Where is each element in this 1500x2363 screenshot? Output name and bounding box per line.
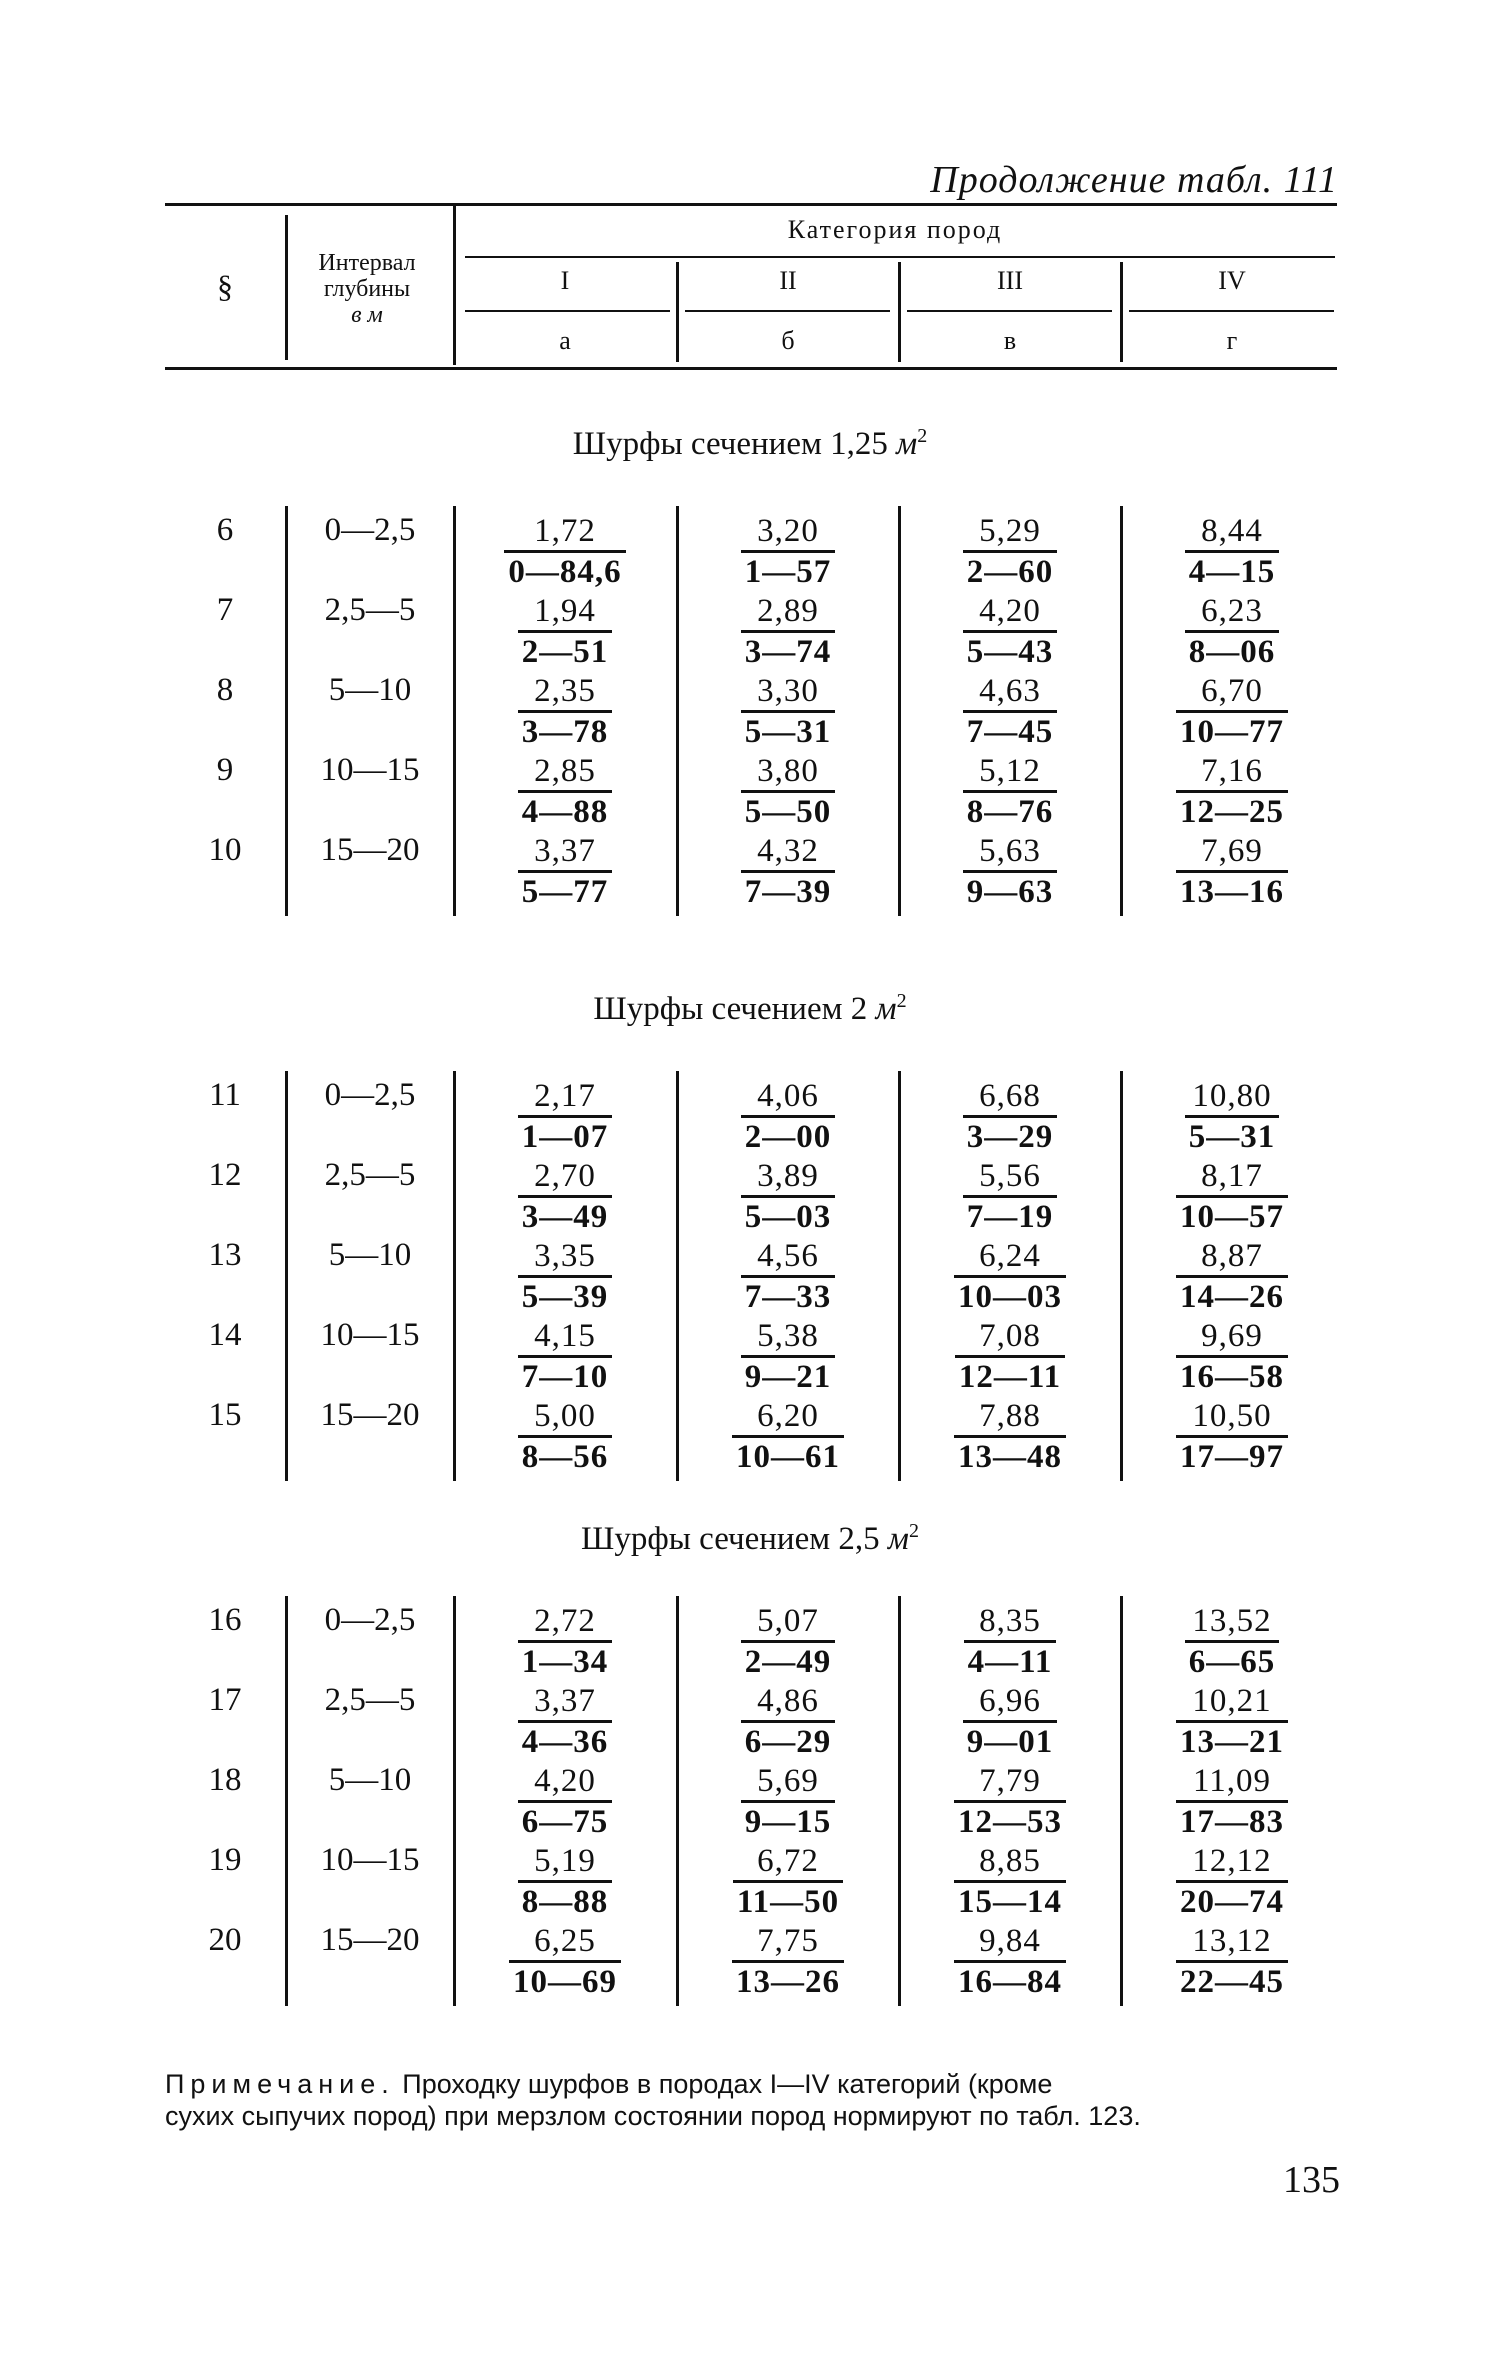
value-cell [1122, 592, 1342, 671]
value-denominator: 16—58 [1176, 1355, 1288, 1396]
value-denominator: 3—49 [518, 1195, 613, 1236]
section-title [0, 1520, 1500, 1558]
row-number: 18 [208, 1762, 242, 1798]
value-denominator: 3—74 [741, 630, 836, 671]
value-denominator: 7—10 [518, 1355, 613, 1396]
value-numerator: 4,20 [534, 1763, 596, 1799]
value-cell [678, 832, 898, 911]
value-denominator: 5—39 [518, 1275, 613, 1316]
value-cell [455, 752, 675, 831]
section-title-text: Шурфы сечением 2 [593, 991, 868, 1027]
value-denominator: 6—75 [518, 1800, 613, 1841]
value-numerator: 6,20 [757, 1398, 819, 1434]
value-numerator: 12,12 [1192, 1843, 1272, 1879]
value-cell [900, 1922, 1120, 2001]
value-numerator: 7,16 [1201, 753, 1263, 789]
section-title-text: Шурфы сечением 2,5 [581, 1521, 880, 1557]
value-numerator: 10,80 [1192, 1078, 1272, 1114]
value-numerator: 4,15 [534, 1318, 596, 1354]
value-denominator: 13—26 [732, 1960, 844, 2001]
value-cell [455, 512, 675, 591]
value-cell [900, 1682, 1120, 1761]
value-cell [900, 1762, 1120, 1841]
value-cell [455, 1922, 675, 2001]
letter-b: б [781, 326, 795, 355]
depth-interval: 15—20 [320, 1397, 420, 1433]
value-denominator: 12—25 [1176, 790, 1288, 831]
value-denominator: 10—61 [732, 1435, 844, 1476]
value-denominator: 16—84 [954, 1960, 1066, 2001]
value-cell [1122, 1922, 1342, 2001]
value-cell [455, 832, 675, 911]
value-denominator: 10—69 [509, 1960, 621, 2001]
value-cell [455, 1237, 675, 1316]
value-numerator: 5,63 [979, 833, 1041, 869]
row-number: 11 [209, 1077, 241, 1113]
value-cell [1122, 512, 1342, 591]
value-numerator: 11,09 [1192, 1763, 1272, 1799]
value-cell [678, 1682, 898, 1761]
value-denominator: 4—36 [518, 1720, 613, 1761]
value-denominator: 12—11 [955, 1355, 1065, 1396]
value-denominator: 20—74 [1176, 1880, 1288, 1921]
value-cell [1122, 1842, 1342, 1921]
value-denominator: 2—00 [741, 1115, 836, 1156]
category-II: II [779, 266, 797, 295]
row-number: 14 [208, 1317, 242, 1353]
value-cell [900, 1602, 1120, 1681]
note-line-2: сухих сыпучих пород) при мерзлом состоянии пород нормируют по табл. 123. [165, 2101, 1141, 2131]
value-numerator: 13,12 [1192, 1923, 1272, 1959]
value-cell [900, 1397, 1120, 1476]
value-cell [1122, 1602, 1342, 1681]
value-denominator: 7—19 [963, 1195, 1058, 1236]
value-numerator: 4,86 [757, 1683, 819, 1719]
value-cell [1122, 1397, 1342, 1476]
value-numerator: 6,25 [534, 1923, 596, 1959]
value-cell [678, 1397, 898, 1476]
continuation-title: Продолжение табл. 111 [930, 159, 1338, 201]
value-numerator: 5,19 [534, 1843, 596, 1879]
value-denominator: 5—43 [963, 630, 1058, 671]
value-denominator: 10—57 [1176, 1195, 1288, 1236]
value-cell [678, 672, 898, 751]
value-denominator: 8—56 [518, 1435, 613, 1476]
value-cell [455, 1077, 675, 1156]
row-number: 10 [208, 832, 242, 868]
value-numerator: 5,07 [757, 1603, 819, 1639]
note-label: Примечание. [165, 2069, 395, 2099]
header-divider-1 [285, 215, 288, 360]
value-denominator: 9—21 [741, 1355, 836, 1396]
value-denominator: 7—33 [741, 1275, 836, 1316]
page-number: 135 [1283, 2159, 1340, 2201]
value-denominator: 8—06 [1185, 630, 1280, 671]
column-divider [285, 1071, 288, 1481]
row-number: 6 [216, 512, 234, 548]
value-denominator: 4—11 [964, 1640, 1057, 1681]
value-cell [455, 672, 675, 751]
value-denominator: 12—53 [954, 1800, 1066, 1841]
value-cell [1122, 832, 1342, 911]
value-denominator: 5—03 [741, 1195, 836, 1236]
value-denominator: 5—31 [741, 710, 836, 751]
category-IV: IV [1218, 266, 1246, 295]
value-numerator: 4,20 [979, 593, 1041, 629]
value-numerator: 2,89 [757, 593, 819, 629]
value-numerator: 10,21 [1192, 1683, 1272, 1719]
value-numerator: 3,20 [757, 513, 819, 549]
row-number: 12 [208, 1157, 242, 1193]
value-numerator: 7,88 [979, 1398, 1041, 1434]
value-denominator: 13—16 [1176, 870, 1288, 911]
row-number: 16 [208, 1602, 242, 1638]
letter-rule-4 [1129, 310, 1334, 312]
category-header-rule [465, 256, 1335, 258]
value-denominator: 4—15 [1185, 550, 1280, 591]
value-cell [678, 752, 898, 831]
value-denominator: 0—84,6 [504, 550, 625, 591]
value-numerator: 7,69 [1201, 833, 1263, 869]
value-cell [455, 1762, 675, 1841]
value-denominator: 8—88 [518, 1880, 613, 1921]
interval-header-line-3: в м [351, 302, 383, 328]
letter-v: в [1003, 326, 1017, 355]
value-denominator: 11—50 [733, 1880, 843, 1921]
section-unit: м [896, 426, 918, 462]
note [165, 2068, 1337, 2132]
value-cell [900, 1317, 1120, 1396]
section-unit-sup: 2 [908, 1520, 919, 1542]
row-number: 15 [208, 1397, 242, 1433]
value-numerator: 9,69 [1201, 1318, 1263, 1354]
value-numerator: 1,94 [534, 593, 596, 629]
value-numerator: 2,72 [534, 1603, 596, 1639]
value-numerator: 2,70 [534, 1158, 596, 1194]
value-numerator: 5,00 [534, 1398, 596, 1434]
value-numerator: 3,30 [757, 673, 819, 709]
letter-rule-1 [465, 310, 670, 312]
value-denominator: 9—15 [741, 1800, 836, 1841]
value-cell [900, 1237, 1120, 1316]
value-numerator: 8,85 [979, 1843, 1041, 1879]
letter-g: г [1226, 326, 1238, 355]
value-cell [678, 1237, 898, 1316]
value-denominator: 15—14 [954, 1880, 1066, 1921]
category-III: III [997, 266, 1023, 295]
value-cell [455, 1842, 675, 1921]
depth-interval: 0—2,5 [324, 1602, 416, 1638]
value-cell [455, 1157, 675, 1236]
value-cell [1122, 1762, 1342, 1841]
value-denominator: 3—29 [963, 1115, 1058, 1156]
value-cell [900, 512, 1120, 591]
value-cell [1122, 1077, 1342, 1156]
value-cell [1122, 752, 1342, 831]
row-number: 17 [208, 1682, 242, 1718]
value-denominator: 14—26 [1176, 1275, 1288, 1316]
value-denominator: 10—77 [1176, 710, 1288, 751]
value-denominator: 2—60 [963, 550, 1058, 591]
value-denominator: 9—01 [963, 1720, 1058, 1761]
interval-col-header [292, 250, 442, 328]
value-numerator: 6,68 [979, 1078, 1041, 1114]
value-denominator: 1—34 [518, 1640, 613, 1681]
row-number: 13 [208, 1237, 242, 1273]
value-denominator: 5—50 [741, 790, 836, 831]
row-number: 19 [208, 1842, 242, 1878]
category-I: I [560, 266, 570, 295]
section-title-text: Шурфы сечением 1,25 [572, 426, 888, 462]
depth-interval: 5—10 [328, 1237, 412, 1273]
value-denominator: 2—49 [741, 1640, 836, 1681]
depth-interval: 0—2,5 [324, 512, 416, 548]
value-numerator: 6,72 [757, 1843, 819, 1879]
value-numerator: 3,37 [534, 833, 596, 869]
value-denominator: 7—39 [741, 870, 836, 911]
value-numerator: 8,87 [1201, 1238, 1263, 1274]
value-denominator: 13—48 [954, 1435, 1066, 1476]
depth-interval: 5—10 [328, 1762, 412, 1798]
value-numerator: 3,80 [757, 753, 819, 789]
value-numerator: 8,35 [979, 1603, 1041, 1639]
value-cell [900, 672, 1120, 751]
value-numerator: 3,89 [757, 1158, 819, 1194]
interval-header-line-2: глубины [323, 276, 411, 302]
value-numerator: 2,17 [534, 1078, 596, 1114]
value-cell [678, 512, 898, 591]
value-cell [1122, 1682, 1342, 1761]
row-number: 8 [216, 672, 234, 708]
value-numerator: 10,50 [1192, 1398, 1272, 1434]
depth-interval: 0—2,5 [324, 1077, 416, 1113]
letter-rule-2 [685, 310, 890, 312]
value-numerator: 6,23 [1201, 593, 1263, 629]
value-cell [678, 1077, 898, 1156]
section-unit: м [875, 991, 897, 1027]
value-cell [900, 592, 1120, 671]
value-numerator: 5,56 [979, 1158, 1041, 1194]
value-numerator: 6,24 [979, 1238, 1041, 1274]
note-text-1: Проходку шурфов в породах I—IV категорий (кроме [402, 2069, 1053, 2099]
value-cell [900, 1077, 1120, 1156]
value-denominator: 5—31 [1185, 1115, 1280, 1156]
value-numerator: 1,72 [534, 513, 596, 549]
depth-interval: 2,5—5 [324, 1157, 416, 1193]
value-numerator: 7,79 [979, 1763, 1041, 1799]
value-numerator: 4,06 [757, 1078, 819, 1114]
value-cell [455, 592, 675, 671]
value-cell [900, 752, 1120, 831]
section-unit: м [887, 1521, 909, 1557]
value-cell [455, 1602, 675, 1681]
value-numerator: 13,52 [1192, 1603, 1272, 1639]
value-denominator: 9—63 [963, 870, 1058, 911]
value-denominator: 22—45 [1176, 1960, 1288, 2001]
depth-interval: 10—15 [320, 752, 420, 788]
letter-rule-3 [907, 310, 1112, 312]
note-line-1 [165, 2068, 1337, 2100]
row-number: 9 [216, 752, 234, 788]
value-denominator: 7—45 [963, 710, 1058, 751]
value-denominator: 10—03 [954, 1275, 1066, 1316]
value-numerator: 9,84 [979, 1923, 1041, 1959]
value-denominator: 1—57 [741, 550, 836, 591]
value-cell [900, 832, 1120, 911]
value-denominator: 13—21 [1176, 1720, 1288, 1761]
value-numerator: 5,12 [979, 753, 1041, 789]
value-numerator: 5,38 [757, 1318, 819, 1354]
value-denominator: 1—07 [518, 1115, 613, 1156]
value-denominator: 3—78 [518, 710, 613, 751]
column-divider [285, 506, 288, 916]
value-numerator: 5,69 [757, 1763, 819, 1799]
value-denominator: 8—76 [963, 790, 1058, 831]
value-numerator: 6,96 [979, 1683, 1041, 1719]
value-cell [455, 1317, 675, 1396]
value-cell [1122, 1317, 1342, 1396]
depth-interval: 2,5—5 [324, 592, 416, 628]
section-title [0, 425, 1500, 463]
depth-interval: 15—20 [320, 832, 420, 868]
header-top-rule [165, 203, 1337, 206]
section-unit-sup: 2 [917, 425, 928, 447]
letter-a: а [559, 326, 571, 355]
row-number: 20 [208, 1922, 242, 1958]
value-cell [455, 1682, 675, 1761]
value-numerator: 7,75 [757, 1923, 819, 1959]
value-denominator: 2—51 [518, 630, 613, 671]
depth-interval: 2,5—5 [324, 1682, 416, 1718]
value-numerator: 6,70 [1201, 673, 1263, 709]
value-numerator: 4,32 [757, 833, 819, 869]
depth-interval: 5—10 [328, 672, 412, 708]
value-cell [678, 1762, 898, 1841]
value-denominator: 5—77 [518, 870, 613, 911]
interval-header-line-1: Интервал [318, 250, 416, 276]
value-numerator: 7,08 [979, 1318, 1041, 1354]
value-numerator: 8,17 [1201, 1158, 1263, 1194]
section-unit-sup: 2 [896, 990, 907, 1012]
value-cell [455, 1397, 675, 1476]
value-cell [678, 1317, 898, 1396]
value-numerator: 3,37 [534, 1683, 596, 1719]
value-numerator: 2,35 [534, 673, 596, 709]
depth-interval: 10—15 [320, 1842, 420, 1878]
category-header: Категория пород [787, 215, 1003, 244]
value-denominator: 6—65 [1185, 1640, 1280, 1681]
value-cell [678, 1602, 898, 1681]
value-cell [678, 1157, 898, 1236]
value-cell [900, 1842, 1120, 1921]
depth-interval: 15—20 [320, 1922, 420, 1958]
section-title [0, 990, 1500, 1028]
section-col-header: § [217, 268, 233, 304]
column-divider [285, 1596, 288, 2006]
value-cell [1122, 672, 1342, 751]
depth-interval: 10—15 [320, 1317, 420, 1353]
value-numerator: 5,29 [979, 513, 1041, 549]
value-cell [678, 1842, 898, 1921]
value-denominator: 4—88 [518, 790, 613, 831]
value-denominator: 6—29 [741, 1720, 836, 1761]
value-numerator: 2,85 [534, 753, 596, 789]
value-denominator: 17—83 [1176, 1800, 1288, 1841]
value-cell [900, 1157, 1120, 1236]
value-numerator: 4,63 [979, 673, 1041, 709]
value-denominator: 17—97 [1176, 1435, 1288, 1476]
value-numerator: 8,44 [1201, 513, 1263, 549]
value-cell [678, 1922, 898, 2001]
value-cell [1122, 1157, 1342, 1236]
value-numerator: 3,35 [534, 1238, 596, 1274]
value-cell [1122, 1237, 1342, 1316]
value-cell [678, 592, 898, 671]
row-number: 7 [216, 592, 234, 628]
header-bottom-rule [165, 367, 1337, 370]
value-numerator: 4,56 [757, 1238, 819, 1274]
